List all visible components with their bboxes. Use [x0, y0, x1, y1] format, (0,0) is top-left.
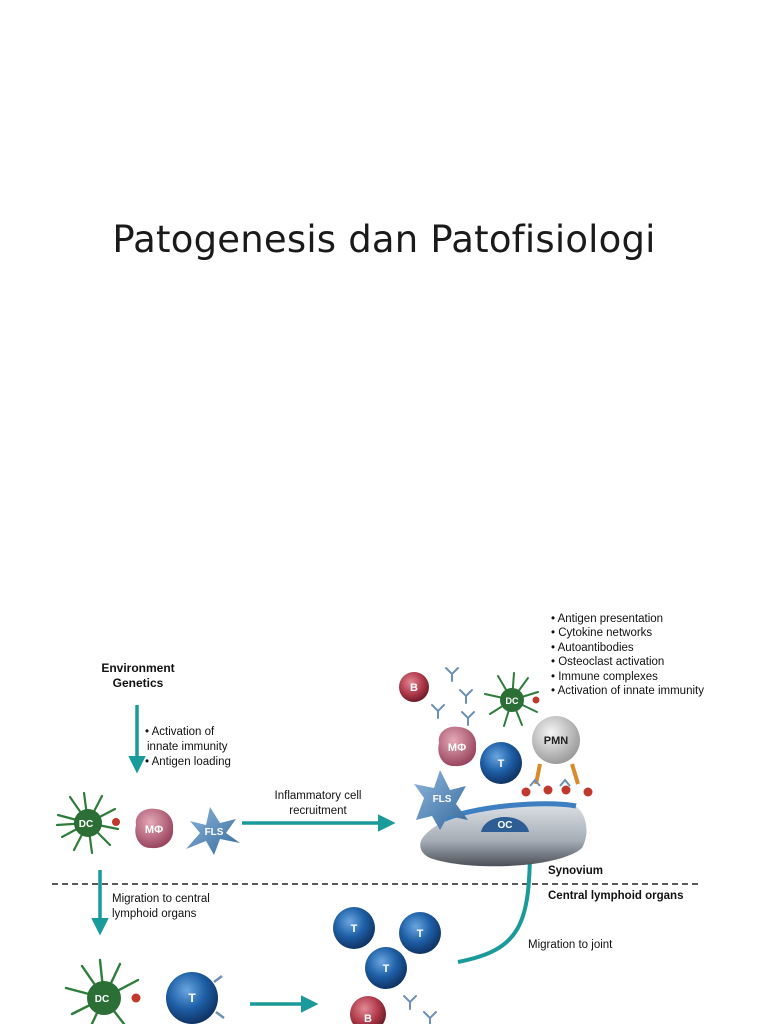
migration-joint-label: Migration to joint [528, 939, 613, 951]
effect-item-5: • Immune complexes [551, 671, 658, 683]
recruitment-label-2: recruitment [289, 805, 347, 817]
effect-item-6: • Activation of innate immunity [551, 685, 704, 697]
migration-central-label-1: Migration to central [112, 893, 210, 905]
oc-label: OC [497, 820, 513, 831]
b-label: B [410, 682, 418, 694]
dc-lymphoid-label: DC [94, 994, 110, 1005]
pmn-label: PMN [543, 735, 569, 747]
fls-cell [186, 807, 240, 855]
synovium-label: Synovium [548, 865, 603, 877]
macrophage-cell [135, 809, 173, 848]
trigger-item-2: innate immunity [147, 741, 228, 753]
b-cell-synovium [399, 672, 429, 702]
t-synovium-label: T [497, 758, 505, 770]
fls-synovium-label: FLS [432, 794, 452, 805]
dendritic-cell [57, 793, 120, 853]
t-cell-lymphoid [166, 972, 224, 1024]
dendritic-cell-synovium [485, 673, 540, 726]
t-clone-1-label: T [350, 923, 358, 935]
b-cell-lymphoid [350, 996, 386, 1024]
trigger-item-3: • Antigen loading [145, 756, 231, 768]
slide-title: Patogenesis dan Patofisiologi [112, 218, 656, 261]
effect-item-4: • Osteoclast activation [551, 656, 665, 668]
dendritic-cell-lymphoid [66, 960, 141, 1024]
t-cell-clone-1 [333, 907, 375, 949]
b-lymphoid-label: B [364, 1013, 372, 1024]
genetics-label: Genetics [112, 676, 164, 690]
central-organs-label: Central lymphoid organs [548, 890, 684, 902]
effect-item-2: • Cytokine networks [551, 627, 653, 639]
pmn-cell [532, 716, 580, 764]
immune-complexes [522, 764, 593, 797]
t-cell-synovium [480, 742, 522, 784]
t-lymphoid-label: T [188, 991, 196, 1005]
effect-item-3: • Autoantibodies [551, 642, 634, 654]
t-clone-2-label: T [416, 928, 424, 940]
environment-label: Environment [101, 661, 175, 675]
dc-synovium-label: DC [505, 696, 519, 706]
fls-label: FLS [204, 827, 224, 838]
macrophage-synovium-label: MΦ [447, 742, 467, 754]
macrophage-synovium [438, 727, 476, 766]
t-cell-clone-3 [365, 947, 407, 989]
t-clone-3-label: T [382, 963, 390, 975]
macrophage-label: MΦ [144, 824, 164, 836]
dc-label: DC [78, 819, 94, 830]
antibodies-lymphoid [404, 996, 436, 1024]
migration-central-label-2: lymphoid organs [112, 908, 197, 920]
antibodies-group [432, 668, 474, 725]
effect-item-1: • Antigen presentation [551, 613, 664, 625]
recruitment-label-1: Inflammatory cell [274, 790, 362, 802]
t-cell-clone-2 [399, 912, 441, 954]
trigger-item-1: • Activation of [145, 726, 215, 738]
